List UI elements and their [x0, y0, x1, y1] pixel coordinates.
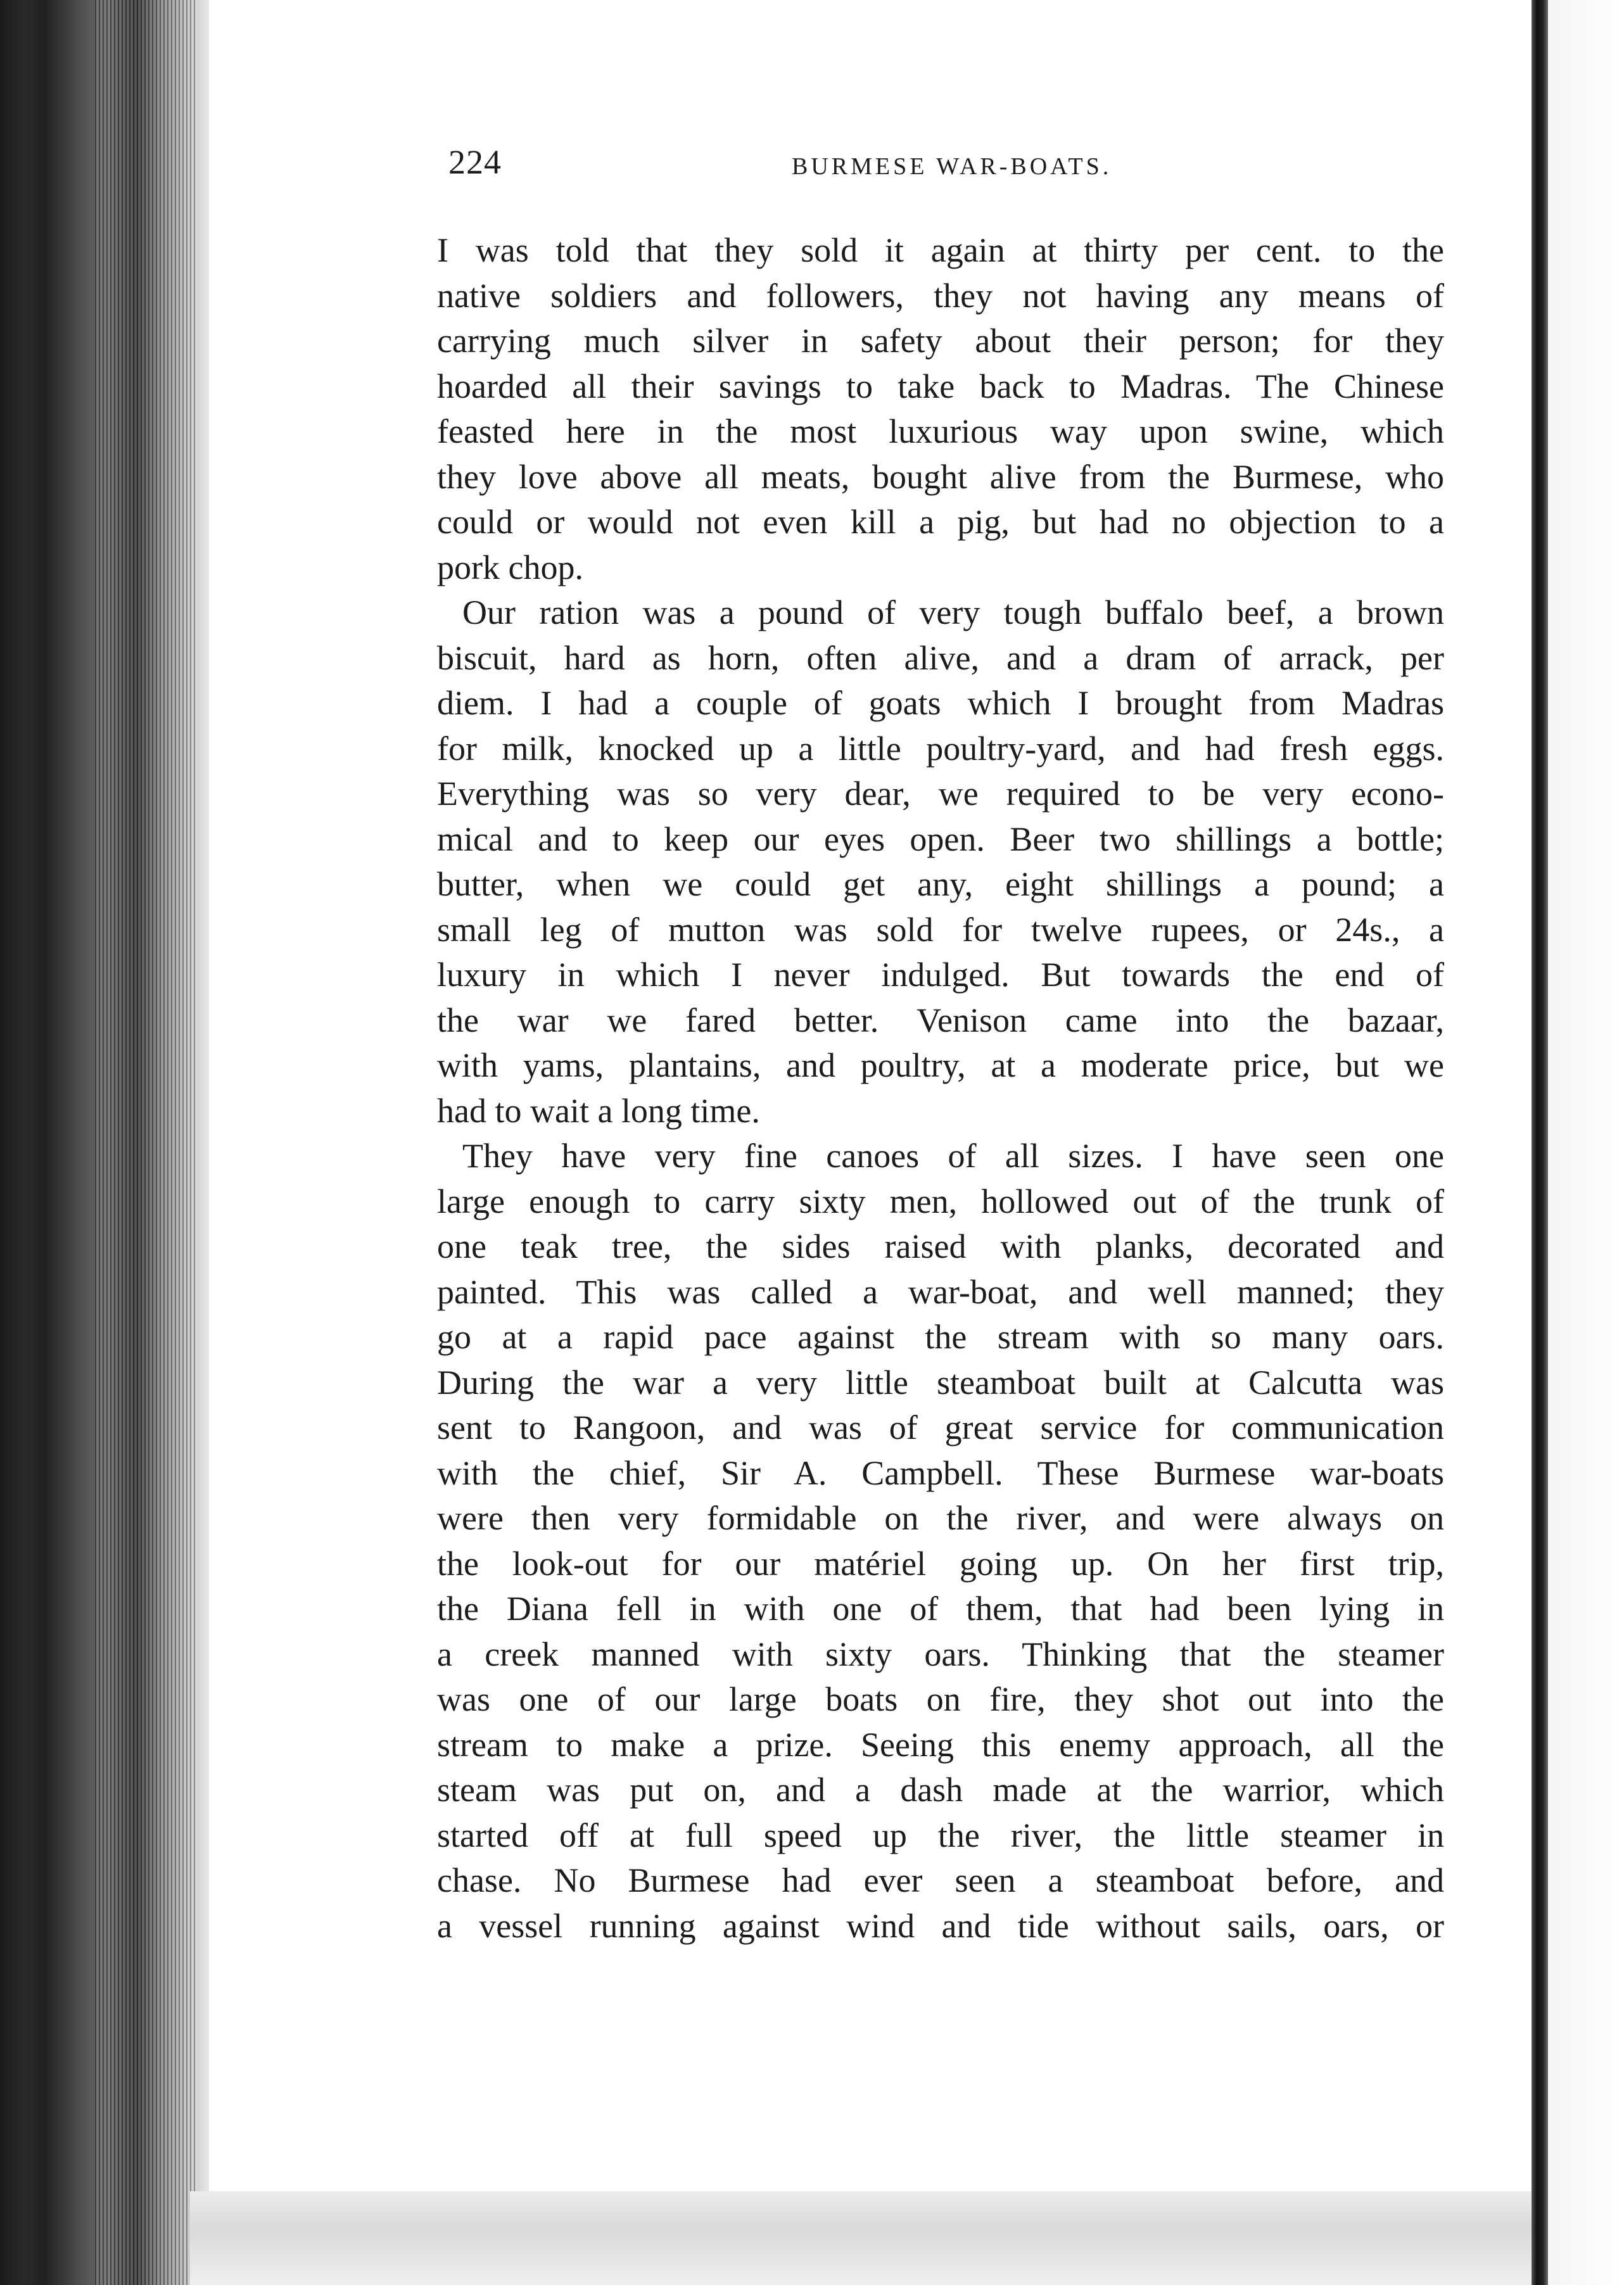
text-line: sent to Rangoon, and was of great service for communication: [437, 1408, 1444, 1446]
text-line: luxury in which I never indulged. But towards the end of: [437, 956, 1444, 994]
text-line: could or would not even kill a pig, but had no objection to a: [437, 503, 1444, 541]
facing-page-sliver: [1548, 0, 1624, 2285]
text-line: with yams, plantains, and poultry, at a moderate price, but we: [437, 1046, 1444, 1084]
text-line: a vessel running against wind and tide without sails, oars, or: [437, 1906, 1444, 1945]
text-line: hoarded all their savings to take back to Madras. The Chinese: [437, 367, 1444, 405]
text-line: had to wait a long time.: [437, 1091, 760, 1130]
text-line: they love above all meats, bought alive from the Burmese, who: [437, 457, 1444, 496]
text-line: diem. I had a couple of goats which I brought from Madras: [437, 684, 1444, 722]
text-line: with the chief, Sir A. Campbell. These Burmese war-boats: [437, 1453, 1444, 1492]
printed-page: [405, 142, 1444, 1945]
body-text: [437, 228, 1444, 1949]
text-line: pork chop.: [437, 548, 583, 586]
text-line: small leg of mutton was sold for twelve rupees, or 24s., a: [437, 910, 1444, 949]
text-line: steam was put on, and a dash made at the warrior, which: [437, 1771, 1444, 1809]
text-line: painted. This was called a war-boat, and well manned; they: [437, 1272, 1444, 1311]
text-line: the war we fared better. Venison came into the bazaar,: [437, 1001, 1444, 1039]
text-line: I was told that they sold it again at thirty per cent. to the: [437, 231, 1444, 269]
paragraph-1: [437, 228, 1444, 590]
paragraph-2: [437, 590, 1444, 1134]
text-line: the Diana fell in with one of them, that had been lying in: [437, 1590, 1444, 1628]
page-bottom-edge: [190, 2191, 1539, 2285]
text-line: a creek manned with sixty oars. Thinking that the steamer: [437, 1635, 1444, 1673]
text-line: for milk, knocked up a little poultry-yard, and had fresh eggs.: [437, 729, 1444, 768]
text-line: were then very formidable on the river, and were always on: [437, 1499, 1444, 1537]
text-line: go at a rapid pace against the stream with so many oars.: [437, 1318, 1444, 1356]
paragraph-3: [437, 1134, 1444, 1949]
text-line: Everything was so very dear, we required to be very econo-: [437, 775, 1444, 813]
text-line: stream to make a prize. Seeing this enemy approach, all the: [437, 1725, 1444, 1764]
right-page-edge: [1532, 0, 1548, 2285]
running-head: [405, 142, 1444, 199]
running-title: BURMESE WAR-BOATS.: [792, 153, 1112, 180]
text-line: carrying much silver in safety about their person; for they: [437, 322, 1444, 360]
text-line: native soldiers and followers, they not having any means of: [437, 276, 1444, 315]
text-line: started off at full speed up the river, the little steamer in: [437, 1816, 1444, 1854]
page-number: 224: [448, 143, 502, 181]
text-line: mical and to keep our eyes open. Beer two shillings a bottle;: [437, 820, 1444, 858]
text-line: biscuit, hard as horn, often alive, and a dram of arrack, per: [437, 638, 1444, 677]
text-line: Our ration was a pound of very tough buffalo beef, a brown: [462, 593, 1444, 631]
text-line: During the war a very little steamboat built at Calcutta was: [437, 1363, 1444, 1402]
text-line: butter, when we could get any, eight shillings a pound; a: [437, 865, 1444, 903]
page-stack-texture: [95, 0, 196, 2285]
text-line: chase. No Burmese had ever seen a steamboat before, and: [437, 1861, 1444, 1899]
text-line: They have very fine canoes of all sizes. I have seen one: [462, 1137, 1444, 1175]
text-line: large enough to carry sixty men, hollowed out of the trunk of: [437, 1182, 1444, 1220]
text-line: the look-out for our matériel going up. On her first trip,: [437, 1544, 1444, 1583]
text-line: was one of our large boats on fire, they shot out into the: [437, 1680, 1444, 1718]
text-line: one teak tree, the sides raised with planks, decorated and: [437, 1227, 1444, 1265]
text-line: feasted here in the most luxurious way upon swine, which: [437, 412, 1444, 450]
